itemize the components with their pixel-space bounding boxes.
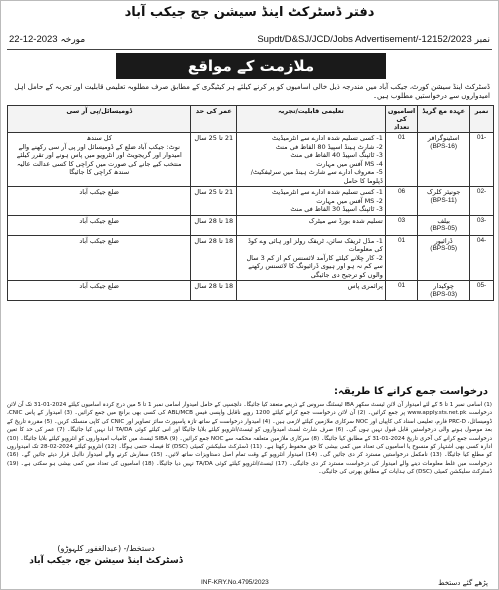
row-qualification [237,133,386,187]
row-post [418,215,470,235]
row-count: 01 [385,133,417,187]
row-domicile: ضلع جیکب آباد [8,215,191,235]
row-serial: 02- [470,187,494,216]
row-post [418,187,470,216]
qualification-line: 1- کسی تسلیم شدہ ادارے سے انٹرمیڈیٹ [272,134,383,142]
header-age: عمر کی حد [191,106,237,133]
jobs-table [7,105,494,301]
row-domicile: ضلع جیکب آباد [8,281,191,301]
row-age: 21 تا 25 سال [191,133,237,187]
post-title: جونیئر کلرک [426,188,461,196]
row-qualification [237,187,386,216]
post-title: ڈرائیور [434,236,453,245]
domicile-line: کل سندھ [86,134,112,142]
office-title: دفتر ڈسٹرکٹ اینڈ سیشن جج جیکب آباد [124,5,375,20]
post-grade: (BPS-05) [430,245,458,252]
row-count: 01 [385,235,417,281]
header-divider [7,49,492,50]
row-qualification: تسلیم شدہ بورڈ سے میٹرک [237,215,386,235]
row-count: 03 [385,215,417,235]
qualification-line: 2- MS آفس میں مہارت [316,196,383,205]
header-domicile: ڈومیسائل/پی آر سی [8,106,191,133]
date-value: 22-12-2023 [9,33,58,45]
row-post [418,133,470,187]
header-serial: نمبر [470,106,494,133]
qualification-line: 2- شارٹ ہینڈ اسپیڈ 80 الفاظ فی منٹ [275,142,383,151]
row-domicile: ضلع جیکب آباد [8,235,191,281]
reference-line [9,31,490,47]
row-domicile [8,133,191,187]
row-age: 18 تا 28 سال [191,215,237,235]
header-qualification: تعلیمی قابلیت/تجربہ [237,106,386,133]
qualification-line: 3- ٹائپنگ اسپیڈ 30 الفاظ فی منٹ [290,205,383,213]
date-label: مورخہ [60,34,86,45]
post-title: چوکیدار [433,282,455,290]
post-grade: (BPS-05) [430,225,458,232]
post-grade: (BPS-03) [430,290,458,298]
row-serial: 01- [470,133,494,187]
row-post [418,281,470,301]
header-post: عہدہ مع گریڈ [418,106,470,133]
qualification-line: 1- کسی تسلیم شدہ ادارے سے انٹرمیڈیٹ [272,188,383,196]
row-age: 21 تا 25 سال [191,187,237,216]
signature-line [11,543,201,555]
qualification-line: 4- MS آفس میں مہارت [316,159,383,168]
footnote: پڑھے گئے دستخط [438,579,488,587]
post-grade: (BPS-16) [430,142,458,150]
intro-text: ڈسٹرکٹ اینڈ سیشن کورٹ، جیکب آباد میں مندرجہ ذیل خالی اسامیوں کو پر کرنے کیلئے ہر کیٹیگری کے مطابق صرف مطلوبہ تعلیمی قابلیت اور تجربہ کے حامل اہل امیدواروں سے درخواستیں مطلوب ہیں۔ [14,83,490,100]
signatory-name: (عبدالغفور کلہوڑو) [57,544,122,553]
qualification-line: 2- کار چلانے کیلئے کارآمد لائسنس کم از کم 3 سال سے کم نہ ہو اور ہیوی ڈرائیونگ کا لائسنس رکھنے والوں کو ترجیح دی جائیگی [246,253,383,279]
qualification-line: 5- معروف ادارے سے شارٹ ہینڈ میں سرٹیفکیٹ/ڈپلوما کا حامل [250,168,383,185]
application-heading: درخواست جمع کرانے کا طریقہ: [334,386,488,397]
inf-number: INF-KRY.No.4795/2023 [201,579,269,586]
row-qualification: پرائمری پاس [237,281,386,301]
reference-label: نمبر [474,34,490,45]
domicile-note: نوٹ: جیکب آباد ضلع کے ڈومیسائل اور پی آر سی رکھنے والے امیدوار اور گریجویٹ اور انٹرویو میں پاس ہونے اور تقرر کیلئے منتخب کیے جانے کی صورت میں کراچی کا کسی عدالت عالیہ سندھ کراچی کا جائیگا [16,142,182,176]
job-opportunities-banner: ملازمت کے مواقع [116,53,386,79]
application-instructions: (1) اسامی نمبر 1 تا 5 کے لئے امیدوار آن لائن ٹیسٹ سکھر IBA ٹیسٹنگ سروس کے ذریعے منعقد کیا جائیگا۔ دلچسپی کے حامل امیدوار اسامی نمبر 1 تا 5 میں درج کردہ اسامیوں کیلئے 2024-01-31 تک آن لائن درخواست www.apply.sts.net.pk پر جمع کرائیں۔ (2) آن لائن درخواست جمع کرانے کیلئے 1200 روپے ناقابل واپسی فیس ABL/MCB کی کسی بھی برانچ میں جمع کرائیں۔ (3) امیدوار کے پاس CNIC، ڈومیسائل، PRC-D فارم، تعلیمی اسناد کی کاپیاں اور NOC سرکاری ملازمین کیلئے لازمی ہیں۔ (4) امیدوار درخواست کے ساتھ تازہ پاسپورٹ سائز تصاویر اور CNIC کی کاپی منسلک کریں۔ (5) مقررہ تاریخ کے بعد موصول ہونے والی درخواستیں قابل قبول نہیں ہوں گی۔ (6) صرف شارٹ لسٹ امیدواروں کو ٹیسٹ/انٹرویو کیلئے بلایا جائیگا اور اس کیلئے کوئی TA/DA ادا نہیں کیا جائیگا۔ (7) عمر کی حد کا تعین درخواست جمع کرانے کی آخری تاریخ 2024-01-31 کے مطابق کیا جائیگا۔ (8) سرکاری ملازمین متعلقہ محکمہ سے NOC جمع کرائیں۔ (9) SIBA ٹیسٹ میں کامیاب امیدواروں کو انٹرویو کیلئے بلایا جائیگا۔ (10) ادارہ کسی بھی اشتہار کو منسوخ یا اسامیوں کی تعداد میں کمی بیشی کا حق محفوظ رکھتا ہے۔ (11) ڈسٹرکٹ سلیکشن کمیٹی (DSC) کا فیصلہ حتمی ہوگا۔ (12) انٹرویو کیلئے 2024-02-28 تک امیدواروں کو مطلع کیا جائیگا۔ (13) نامکمل درخواستیں مسترد کر دی جائیں گی۔ (14) امیدوار انٹرویو کے وقت تمام اصل دستاویزات ساتھ لائیں۔ (15) سفارش کرنے والے امیدوار نااہل قرار دیئے جائیں گے۔ (16) درخواست میں غلط معلومات دینے والے امیدوار کی درخواست مسترد کر دی جائیگی۔ (17) ٹیسٹ/انٹرویو کیلئے کوئی TA/DA نہیں دیا جائیگا۔ (18) اسامیوں کی تعداد میں کمی بیشی ہو سکتی ہے۔ (19) ڈسٹرکٹ سلیکشن کمیٹی (DSC) کی ہدایات کے مطابق بھرتی کی جائیگی۔ [7,402,493,476]
row-age: 18 تا 28 سال [191,235,237,281]
row-domicile: ضلع جیکب آباد [8,187,191,216]
qualification-line: 1- مڈل ٹریفک سائن، ٹریفک رولز اور ہائی وے کوڈ کی معلومات [248,236,383,253]
row-count: 01 [385,281,417,301]
row-serial: 04- [470,235,494,281]
signatory-title: ڈسٹرکٹ اینڈ سیشن جج، جیکب آباد [29,556,183,566]
row-serial: 03- [470,215,494,235]
qualification-line: 3- ٹائپنگ اسپیڈ 40 الفاظ فی منٹ [290,151,383,159]
header-count: اسامیوں کی تعداد [385,106,417,133]
post-title: اسٹینوگرافر [427,134,460,142]
row-post [418,235,470,281]
reference-block [257,34,490,45]
post-grade: (BPS-11) [430,196,457,204]
table-row [8,235,494,281]
post-title: بیلف [437,216,450,225]
row-count: 06 [385,187,417,216]
date-block [9,34,85,45]
table-row [8,187,494,216]
table-row [8,215,494,235]
table-header-row [8,106,494,133]
reference-number: Supdt/D&SJ/JCD/Jobs Advertisement/-12152/2023 [257,33,472,45]
table-row [8,133,494,187]
signature-block [11,543,201,567]
row-serial: 05- [470,281,494,301]
signed-prefix: دستخط/- [123,544,155,553]
row-qualification [237,235,386,281]
row-age: 18 تا 28 سال [191,281,237,301]
table-row [8,281,494,301]
